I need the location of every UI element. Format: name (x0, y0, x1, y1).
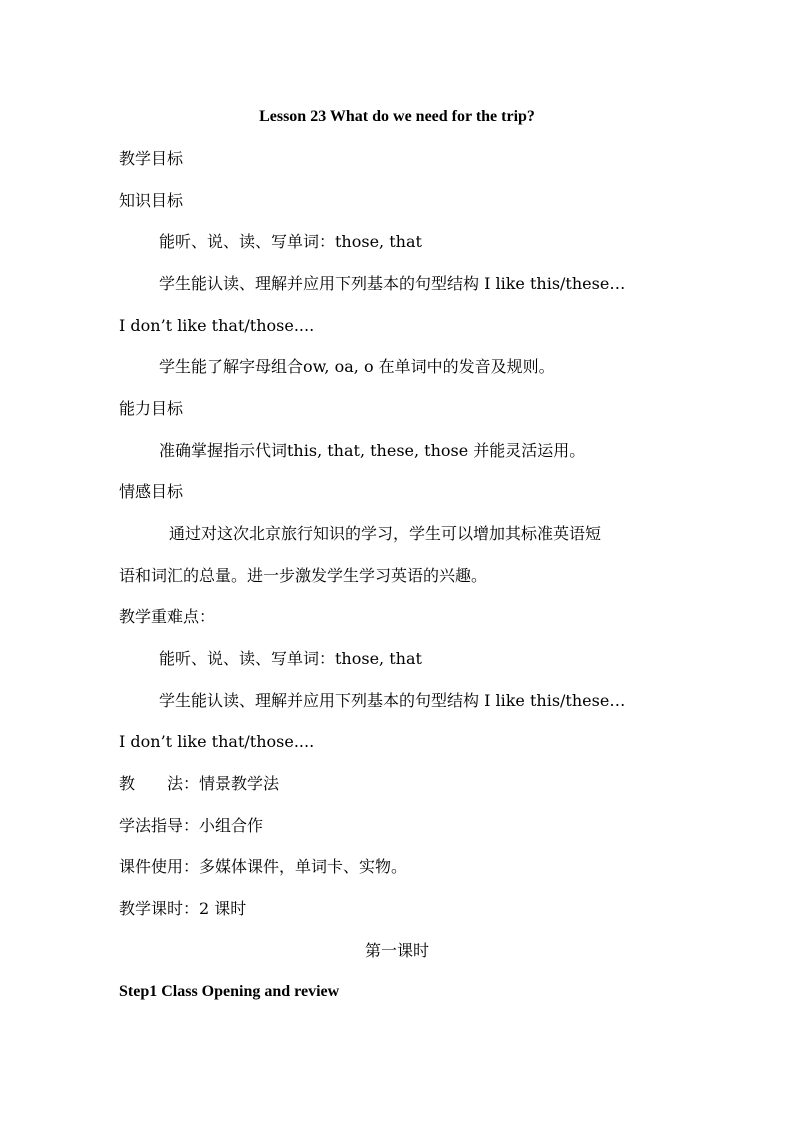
paragraph-key-structure-cont: I don’t like that/those.... (119, 732, 315, 751)
heading-key-points: 教学重难点： (119, 607, 216, 626)
paragraph-key-structure: 学生能认读、理解并应用下列基本的句型结构 I like this/these… (159, 691, 626, 710)
page-title: Lesson 23 What do we need for the trip? (259, 108, 535, 125)
paragraph-key-vocabulary: 能听、说、读、写单词：those, that (159, 649, 422, 668)
heading-ability-goals: 能力目标 (119, 399, 184, 418)
paragraph-sentence-structure: 学生能认读、理解并应用下列基本的句型结构 I like this/these… (159, 274, 626, 293)
paragraph-emotional-cont: 语和词汇的总量。进一步激发学生学习英语的兴趣。 (119, 566, 488, 585)
teaching-method: 教 法：情景教学法 (119, 774, 280, 793)
step1-heading: Step1 Class Opening and review (119, 983, 340, 1000)
heading-teaching-goals: 教学目标 (119, 149, 184, 168)
learning-guidance: 学法指导：小组合作 (119, 816, 264, 835)
paragraph-phonics: 学生能了解字母组合ow, oa, o 在单词中的发音及规则。 (159, 357, 555, 376)
section-title: 第一课时 (364, 941, 429, 960)
class-hours: 教学课时：2 课时 (119, 899, 247, 918)
courseware-usage: 课件使用：多媒体课件，单词卡、实物。 (119, 857, 408, 876)
heading-emotional-goals: 情感目标 (119, 482, 184, 501)
paragraph-emotional: 通过对这次北京旅行知识的学习，学生可以增加其标准英语短 (169, 524, 602, 543)
heading-knowledge-goals: 知识目标 (119, 191, 184, 210)
paragraph-sentence-structure-cont: I don’t like that/those.... (119, 316, 315, 335)
paragraph-vocabulary: 能听、说、读、写单词：those, that (159, 232, 422, 251)
paragraph-demonstratives: 准确掌握指示代词this, that, these, those 并能灵活运用。 (159, 441, 586, 460)
